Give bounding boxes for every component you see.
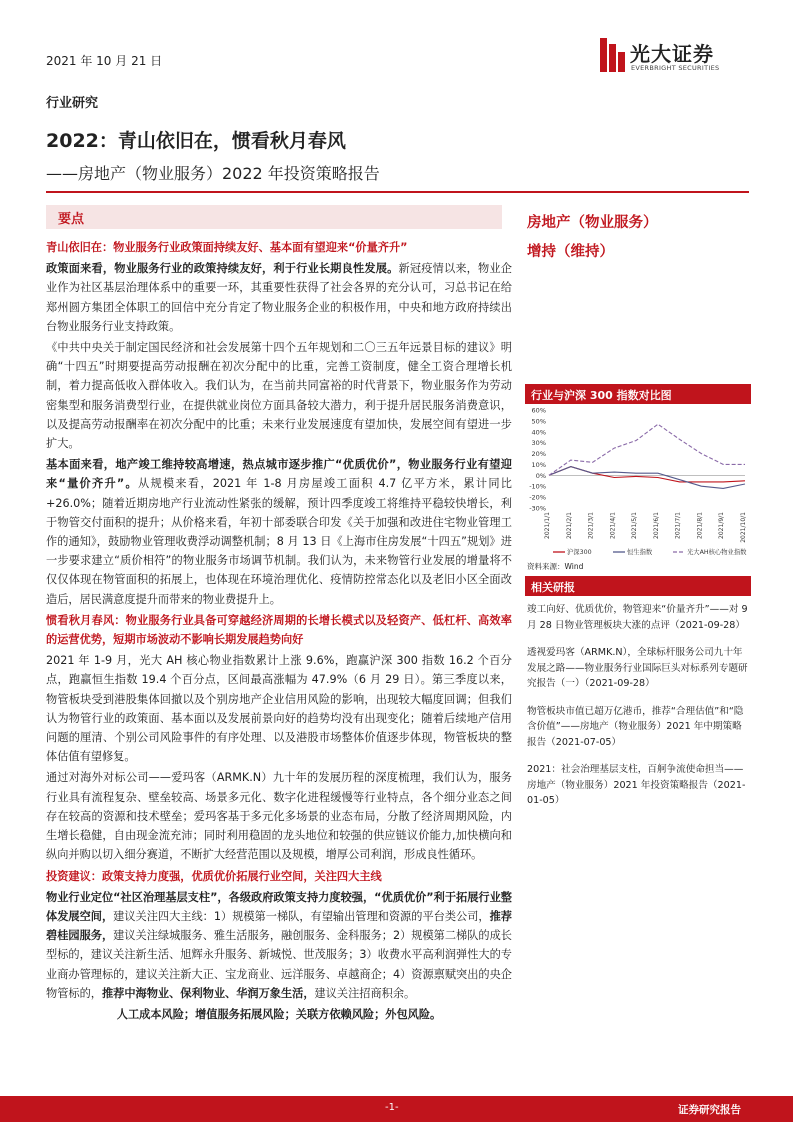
y-tick-label: 20% [531, 450, 546, 459]
page-footer [0, 1096, 793, 1122]
chart-source: 资料来源：Wind [527, 562, 584, 571]
x-tick-label: 2021/5/1 [631, 512, 639, 539]
y-tick-label: 0% [535, 471, 546, 480]
page-number: -1- [385, 1102, 399, 1113]
related-item[interactable]: 透视爱玛客（ARMK.N），全球标杆服务公司九十年发展之路——物业服务行业国际巨头对标系列专题研究报告（一）（2021-09-28） [527, 647, 748, 689]
y-tick-label: 10% [531, 460, 546, 469]
heading-3: 投资建议：政策支持力度强，优质优价拓展行业空间，关注四大主线 [46, 869, 382, 883]
logo-mark-icon [600, 38, 626, 72]
x-tick-label: 2021/2/1 [565, 512, 573, 539]
x-tick-label: 2021/9/1 [718, 512, 726, 539]
y-tick-label: 60% [531, 406, 546, 415]
key-points-label: 要点 [58, 212, 85, 227]
x-tick-label: 2021/8/1 [696, 512, 704, 539]
risk-warning: 人工成本风险；增值服务拓展风险；关联方依赖风险；外包风险。 [116, 1007, 442, 1021]
paragraph-2: 《中共中央关于制定国民经济和社会发展第十四个五年规划和二〇三五年远景目标的建议》明确“十四五”时期要提高劳动报酬在初次分配中的比重，完善工资制度，健全工资合理增长机制，着力提高低收入群体收入。我们认为，在当前共同富裕的时代背景下，物业服务作为劳动密集型和服务消费型行业，在提供就业岗位方面具备较大潜力，利于提升居民服务消费意识，以及提高劳动报酬率在初次分配中的比重；未来行业发展速度有望加快，发展空间有望进一步扩大。 [46, 341, 512, 451]
related-item[interactable]: 物管板块市值已超万亿港币，推荐“合理估值”和“隐含价值”——房地产（物业服务）2021 年中期策略报告（2021-07-05） [527, 705, 744, 748]
legend-label: 沪深300 [567, 549, 592, 556]
key-points-bar [46, 205, 502, 229]
paragraph-6: 物业行业定位“社区治理基层支柱”，各级政府政策支持力度较强，“优质优价”利于拓展行业整体发展空间，建议关注四大主线：1）规模第一梯队，有望输出管理和资源的平台类公司，推荐碧桂园服务，建议关注绿城服务、雅生活服务，融创服务、金科服务；2）规模第二梯队的成长型标的，建议关注新生活、旭辉永升服务、新城悦、世茂服务；3）收费水平高利润弹性大的专业商办管理标的，建议关注新大正、宝龙商业、远洋服务、卓越商企；4）资源禀赋突出的央企物管标的，推荐中海物业、保利物业、华润万象生活，建议关注招商积余。 [46, 890, 512, 1000]
y-tick-label: 50% [531, 417, 546, 426]
y-tick-label: -10% [529, 482, 546, 491]
x-tick-label: 2021/10/1 [740, 512, 747, 543]
paragraph-5: 通过对海外对标公司——爱玛客（ARMK.N）九十年的发展历程的深度梳理，我们认为，服务行业具有流程复杂、壁垒较高、场景多元化、数字化进程缓慢等行业特点，各个细分业态之间存在较高的资源和技术壁垒；爱玛客基于多元化多场景的业态布局，分散了经济周期风险，内生增长稳健，自由现金流充沛；同时利用稳固的龙头地位和较强的供应链议价能力,加快横向和纵向并购以切入细分赛道，不断扩大经营范围以及规模，增厚公司利润，形成良性循环。 [46, 771, 512, 862]
y-tick-label: -30% [529, 504, 546, 513]
title-divider [46, 191, 749, 193]
legend-label: 光大AH核心物业指数 [687, 549, 747, 556]
related-research-title: 相关研报 [531, 581, 575, 594]
report-category: 行业研究 [46, 96, 99, 111]
paragraph-3: 基本面来看，地产竣工维持较高增速，热点城市逐步推广“优质优价”，物业服务行业有望迎来“量价齐升”。从规模来看，2021 年 1-8 月房屋竣工面积 4.7 亿平方米，累计同比+26.0%；随着近期房地产行业流动性紧张的缓解，预计四季度竣工将维持平稳较快增长，利于物管交付面积的提升；从价格来看，年初十部委联合印发《关于加强和改进住宅物业管理工作的通知》，鼓励物业管理收费浮动调整机制；8 月 13 日《上海市住房发展“十四五”规划》进一步要求建立“质价相符”的物业服务市场调节机制。我们认为，未来物管行业发展的增量将不仅仅体现在物管面积的拓展上，也体现在环境治理优化、疫情防控常态化以及老旧小区全面改造后，居民满意度提升而带来的物业费提升上。 [46, 458, 512, 606]
x-tick-label: 2021/1/1 [544, 512, 551, 539]
series-line [549, 424, 745, 475]
report-title: 2022：青山依旧在，惯看秋月春风 [46, 130, 346, 152]
index-comparison-chart [523, 404, 753, 562]
investment-rating: 增持（维持） [527, 244, 614, 260]
y-tick-label: -20% [529, 493, 546, 502]
logo-name: 光大证券 [630, 42, 714, 66]
footer-label: 证券研究报告 [678, 1104, 741, 1116]
logo-subtitle: EVERBRIGHT SECURITIES [631, 64, 720, 72]
related-research-list [527, 602, 749, 821]
x-tick-label: 2021/3/1 [587, 512, 595, 539]
chart-title-bar [525, 384, 751, 404]
y-tick-label: 30% [531, 439, 546, 448]
company-logo [600, 36, 750, 76]
x-tick-label: 2021/4/1 [609, 512, 617, 539]
paragraph-1: 政策面来看，物业服务行业的政策持续友好，利于行业长期良性发展。新冠疫情以来，物业企业作为社区基层治理体系中的重要一环，其重要性获得了社会各界的充分认可，习总书记在给郑州圆方集团全体职工的回信中充分肯定了物业服务企业的积极作用，中央和地方政府持续出台物业服务行业支持政策。 [46, 262, 512, 333]
chart-title: 行业与沪深 300 指数对比图 [531, 389, 672, 402]
report-subtitle: ——房地产（物业服务）2022 年投资策略报告 [46, 164, 380, 183]
x-tick-label: 2021/6/1 [652, 512, 660, 539]
paragraph-4: 2021 年 1-9 月，光大 AH 核心物业指数累计上涨 9.6%，跑赢沪深 300 指数 16.2 个百分点，跑赢恒生指数 19.4 个百分点，区间最高涨幅为 47.9%（6 月 29 日）。第三季度以来，物管板块受到港股集体回撤以及个别房地产企业信用风险的影响，出现较大幅度回调；但我们认为物管行业的政策面、基本面以及发展前景向好的趋势均没有出现变化；随着后续地产信用问题的厘清、个别公司风险事件的有序处理、以及港股市场整体价值逐步体现，物管板块的整体估值有望修复。 [46, 654, 512, 764]
related-item[interactable]: 2021：社会治理基层支柱，百舸争流使命担当——房地产（物业服务）2021 年投资策略报告（2021-01-05） [527, 764, 746, 806]
x-tick-label: 2021/7/1 [674, 512, 682, 539]
legend-label: 恒生指数 [627, 549, 653, 556]
sector-name: 房地产（物业服务） [527, 215, 658, 231]
heading-1: 青山依旧在：物业服务行业政策面持续友好、基本面有望迎来“价量齐升” [46, 241, 408, 254]
main-content [46, 238, 512, 1026]
report-date: 2021 年 10 月 21 日 [46, 54, 163, 68]
related-item[interactable]: 竣工向好、优质优价，物管迎来“价量齐升”——对 9 月 28 日物业管理板块大涨的点评（2021-09-28） [527, 604, 748, 631]
heading-2: 惯看秋月春风：物业服务行业具备可穿越经济周期的长增长模式以及轻资产、低杠杆、高效率的运营优势，短期市场波动不影响长期发展趋势向好 [46, 613, 512, 647]
y-tick-label: 40% [531, 428, 546, 437]
related-research-bar [525, 576, 751, 596]
